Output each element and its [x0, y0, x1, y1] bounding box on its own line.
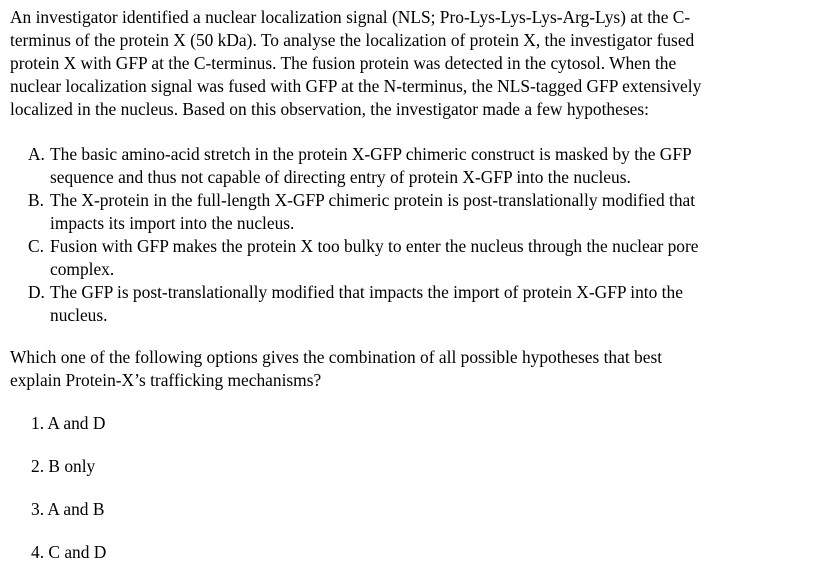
hypothesis-text: The X-protein in the full-length X-GFP chimeric protein is post-translationally modified that [50, 190, 696, 210]
hypothesis-text: complex. [50, 259, 115, 279]
intro-line: terminus of the protein X (50 kDa). To analyse the localization of protein X, the investigator fused [10, 30, 695, 50]
hypothesis-text: The GFP is post-translationally modified that impacts the import of protein X-GFP into the [50, 282, 683, 302]
intro-line: protein X with GFP at the C-terminus. The fusion protein was detected in the cytosol. When the [10, 53, 677, 73]
hypothesis-letter: C. [28, 236, 44, 256]
hypothesis-a [28, 143, 808, 189]
hypothesis-letter: B. [28, 190, 44, 210]
intro-line: An investigator identified a nuclear localization signal (NLS; Pro-Lys-Lys-Lys-Arg-Lys) at the C- [10, 7, 691, 27]
question-line: explain Protein-X’s trafficking mechanisms? [10, 370, 322, 390]
hypothesis-letter: A. [28, 144, 45, 164]
intro-line: nuclear localization signal was fused with GFP at the N-terminus, the NLS-tagged GFP extensively [10, 76, 702, 96]
hypothesis-b [28, 189, 808, 235]
option-1[interactable]: 1. A and D [31, 413, 106, 433]
hypothesis-text: nucleus. [50, 305, 108, 325]
option-4[interactable]: 4. C and D [31, 542, 107, 562]
hypothesis-d [28, 281, 808, 327]
hypothesis-text: Fusion with GFP makes the protein X too bulky to enter the nucleus through the nuclear pore [50, 236, 699, 256]
hypothesis-text: impacts its import into the nucleus. [50, 213, 295, 233]
hypothesis-text: The basic amino-acid stretch in the protein X-GFP chimeric construct is masked by the GFP [50, 144, 692, 164]
hypothesis-c [28, 235, 808, 281]
hypothesis-letter: D. [28, 282, 45, 302]
question-line: Which one of the following options gives the combination of all possible hypotheses that best [10, 347, 663, 367]
hypothesis-text: sequence and thus not capable of directing entry of protein X-GFP into the nucleus. [50, 167, 631, 187]
option-2[interactable]: 2. B only [31, 456, 96, 476]
intro-line: localized in the nucleus. Based on this observation, the investigator made a few hypotheses: [10, 99, 649, 119]
option-3[interactable]: 3. A and B [31, 499, 105, 519]
